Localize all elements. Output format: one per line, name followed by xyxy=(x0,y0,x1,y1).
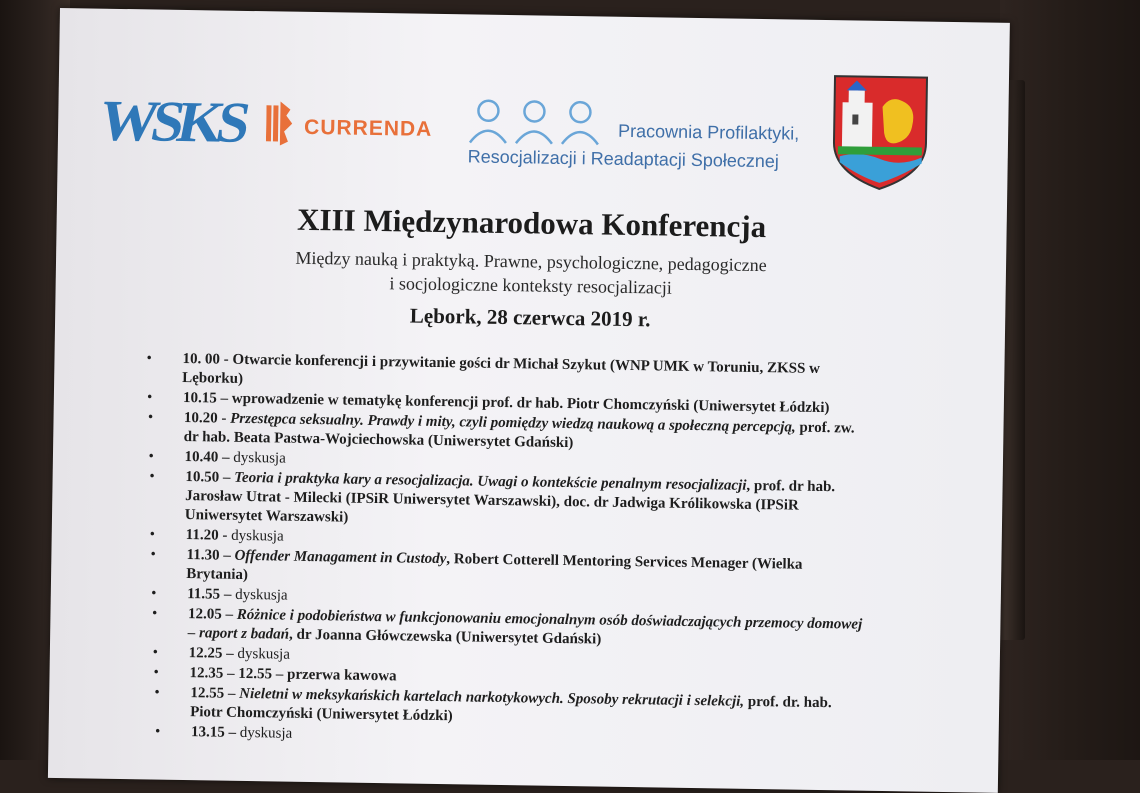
subtitle-line-1: Między nauką i praktyką. Prawne, psychologiczne, pedagogiczne xyxy=(295,247,767,276)
city-crest-icon xyxy=(829,72,931,192)
agenda-separator: – xyxy=(222,645,238,662)
pracownia-line-2: Resocjalizacji i Readaptacji Społecznej xyxy=(467,146,780,172)
agenda-details: przerwa kawowa xyxy=(286,666,397,685)
pracownia-line-1: Pracownia Profilaktyki, xyxy=(617,120,800,144)
conference-title: XIII Międzynarodowa Konferencja xyxy=(296,201,767,245)
agenda-time: 11.30 xyxy=(186,547,220,564)
agenda-separator: - xyxy=(218,527,232,544)
agenda-separator: – xyxy=(224,724,240,741)
agenda-details: prof. dr. hab. Piotr Chomczyński (Uniwersytet Łódzki) xyxy=(190,693,832,725)
agenda-topic: Offender Managament in Custody xyxy=(234,547,447,568)
agenda-topic: Teoria i praktyka kary a resocjalizacja. Uwagi o kontekście penalnym resocjalizacji xyxy=(234,469,747,494)
agenda-time: 13.15 xyxy=(190,724,225,741)
agenda-time: 12.25 xyxy=(188,645,223,662)
agenda-time: 11.55 xyxy=(187,586,221,603)
agenda-separator: – xyxy=(220,586,236,603)
agenda-time: 10.50 xyxy=(185,469,220,486)
agenda-details: dyskusja xyxy=(235,586,288,604)
agenda-separator: – xyxy=(216,390,232,407)
currenda-logo-icon xyxy=(266,101,293,145)
agenda-details: dyskusja xyxy=(231,527,284,545)
place-date: Lębork, 28 czerwca 2019 r. xyxy=(409,303,651,332)
poster-sheet xyxy=(48,8,1010,793)
agenda-details: , prof. dr hab. Jarosław Utrat - Milecki (IPSiR Uniwersytet Warszawski), doc. dr Jadwiga Królikowska (IPSiR Uniwersytet Warszawski) xyxy=(184,477,836,526)
agenda-separator: – xyxy=(218,449,234,466)
agenda-details: wprowadzenie w tematykę konferencji prof. dr hab. Piotr Chomczyński (Uniwersytet Łódzki) xyxy=(231,390,830,417)
agenda-details: Otwarcie konferencji i przywitanie gości dr Michał Szykut (WNP UMK w Toruniu, ZKSS w Lęborku) xyxy=(182,351,821,387)
agenda-separator: – xyxy=(221,606,237,623)
agenda-topic: Nieletni w meksykańskich kartelach narkotykowych. Sposoby rekrutacji i selekcji, xyxy=(239,685,745,710)
agenda-details: , Robert Cotterell Mentoring Services Menager (Wielka Brytania) xyxy=(186,551,803,584)
agenda-details: dyskusja xyxy=(237,645,291,663)
agenda-time: 10.15 xyxy=(182,389,217,407)
agenda-separator: - xyxy=(219,351,233,368)
agenda-time: 10.40 xyxy=(184,449,219,466)
logo-row xyxy=(57,8,1010,203)
subtitle-line-2: i socjologiczne konteksty resocjalizacji xyxy=(389,273,673,298)
agenda-topic: Różnice i podobieństwa w funkcjonowaniu emocjonalnym osób doświadczających przemocy domowej – raport z badań xyxy=(187,606,863,643)
agenda-time: 12.55 xyxy=(190,685,225,702)
currenda-logo-text: CURRENDA xyxy=(303,115,433,141)
agenda-details: prof. zw. dr hab. Beata Pastwa-Wojciechowska (Uniwersytet Gdański) xyxy=(183,419,855,452)
agenda-separator: – xyxy=(219,547,235,564)
agenda-time: 12.35 – 12.55 xyxy=(189,665,273,683)
agenda-item xyxy=(149,467,865,535)
conference-subtitle xyxy=(56,242,1007,305)
agenda-time: 12.05 xyxy=(187,606,222,623)
agenda-time: 11.20 xyxy=(185,527,219,544)
agenda-separator: - xyxy=(217,410,231,427)
agenda-time: 10. 00 xyxy=(182,350,221,368)
people-icon xyxy=(466,96,607,148)
agenda-time: 10.20 xyxy=(183,409,218,427)
agenda-list xyxy=(140,349,866,753)
agenda-details: dyskusja xyxy=(233,449,286,467)
agenda-separator: – xyxy=(219,469,235,486)
wsks-logo: WSKS xyxy=(94,87,251,155)
agenda-separator: – xyxy=(271,666,288,683)
agenda-topic: Przestępca seksualny. Prawdy i mity, czyli pomiędzy wiedzą naukową a społeczną percepcją, xyxy=(230,410,796,436)
agenda-details: dyskusja xyxy=(239,724,293,742)
agenda-details: , dr Joanna Główczewska (Uniwersytet Gdański) xyxy=(288,626,602,648)
agenda-separator: – xyxy=(224,685,240,702)
